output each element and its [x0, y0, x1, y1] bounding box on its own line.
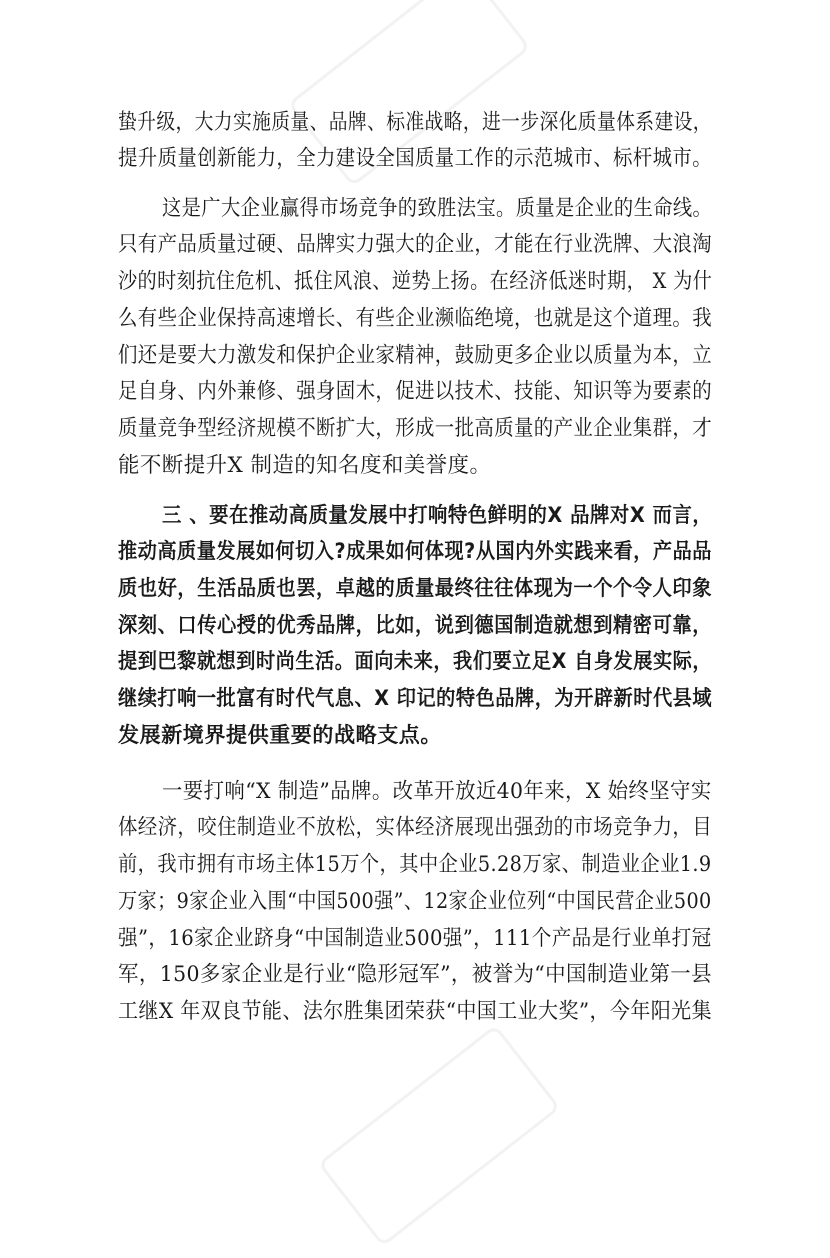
bold-text-line: 质也好，生活品质也罢，卓越的质量最终往往体现为一个个令人印象: [118, 576, 712, 600]
text-line: 沙的时刻抗住危机、抵住风浪、逆势上扬。在经济低迷时期， X 为什: [118, 269, 713, 294]
bold-text-line: 推动高质量发展如何切入?成果如何体现?从国内外实践来看，产品品: [118, 539, 712, 563]
bold-text-line: 深刻、口传心授的优秀品牌，比如，说到德国制造就想到精密可靠，: [118, 613, 712, 637]
text-line: 体经济，咬住制造业不放松，实体经济展现出强劲的市场竞争力，目: [118, 815, 713, 840]
bold-text-line: 发展新境界提供重要的战略支点。: [118, 723, 442, 747]
text-line: 质量竞争型经济规模不断扩大，形成一批高质量的产业企业集群，才: [118, 416, 713, 441]
text-line: 能不断提升X 制造的知名度和美誉度。: [118, 453, 492, 478]
text-line: 强”，16家企业跻身“中国制造业500强”，111个产品是行业单打冠: [118, 926, 712, 951]
section-heading: 三 、要在推动高质量发展中打响特色鲜明的X 品牌对X 而言，: [162, 503, 713, 527]
bold-text-line: 继续打响一批富有时代气息、X 印记的特色品牌，为开辟新时代县域: [118, 686, 713, 710]
text-line: 足自身、内外兼修、强身固木，促进以技术、技能、知识等为要素的: [118, 379, 713, 404]
text-line: 军，150多家企业是行业“隐形冠军”，被誉为“中国制造业第一县: [118, 962, 712, 987]
text-line: 蛰升级，大力实施质量、品牌、标准战略，进一步深化质量体系建设，: [118, 110, 712, 135]
watermark-icon: [317, 1022, 572, 1258]
paragraph-first-line: 这是广大企业赢得市场竞争的致胜法宝。质量是企业的生命线。: [162, 196, 713, 221]
text-line: 提升质量创新能力，全力建设全国质量工作的示范城市、标杆城市。: [118, 146, 713, 171]
text-line: 只有产品质量过硬、品牌实力强大的企业，才能在行业洗牌、大浪淘: [118, 232, 713, 257]
text-line: 么有些企业保持高速增长、有些企业濒临绝境，也就是这个道理。我: [118, 306, 713, 331]
bold-text-line: 提到巴黎就想到时尚生活。面向未来，我们要立足X 自身发展实际，: [118, 649, 713, 673]
text-line: 工继X 年双良节能、法尔胜集团荣获“中国工业大奖”，今年阳光集: [118, 999, 713, 1024]
text-line: 万家；9家企业入围“中国500强”、12家企业位列“中国民营企业500: [118, 889, 712, 914]
text-line: 们还是要大力激发和保护企业家精神，鼓励更多企业以质量为本，立: [118, 343, 713, 368]
text-line: 前，我市拥有市场主体15万个，其中企业5.28万家、制造业企业1.9: [118, 852, 712, 877]
paragraph-first-line: 一要打响“X 制造”品牌。改革开放近40年来，X 始终坚守实: [162, 779, 712, 804]
